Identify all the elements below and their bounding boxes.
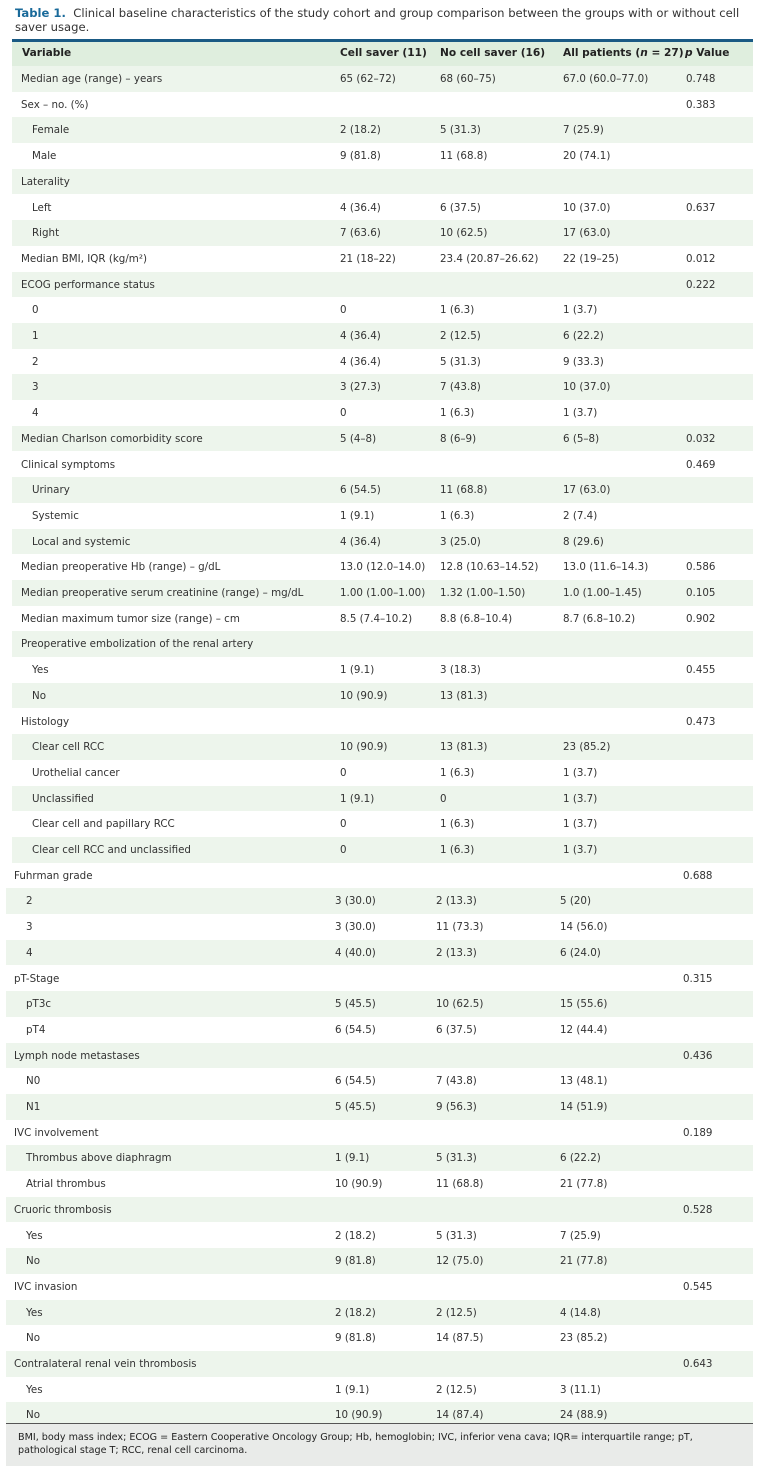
cell-no-cell-saver: 23.4 (20.87–26.62) bbox=[440, 252, 539, 265]
table-label: Table 1. bbox=[15, 6, 66, 20]
cell-variable: Clear cell and papillary RCC bbox=[32, 818, 175, 831]
cell-cell-saver: 10 (90.9) bbox=[335, 1409, 383, 1422]
cell-no-cell-saver: 11 (73.3) bbox=[436, 921, 484, 934]
cell-no-cell-saver: 5 (31.3) bbox=[436, 1229, 477, 1242]
cell-variable: IVC invasion bbox=[14, 1280, 78, 1293]
cell-variable: N0 bbox=[26, 1075, 41, 1088]
cell-variable: 4 bbox=[32, 407, 39, 420]
table-row bbox=[12, 477, 753, 503]
table-row bbox=[6, 1043, 753, 1069]
cell-no-cell-saver: 7 (43.8) bbox=[440, 381, 481, 394]
cell-all-patients: 6 (5–8) bbox=[563, 432, 600, 445]
cell-variable: Clear cell RCC bbox=[32, 741, 105, 754]
cell-variable: Fuhrman grade bbox=[14, 869, 93, 882]
cell-all-patients: 67.0 (60.0–77.0) bbox=[563, 73, 649, 85]
table-row bbox=[6, 940, 753, 966]
cell-p-value: 0.222 bbox=[686, 278, 716, 291]
col-header-p-value: p Value bbox=[685, 47, 730, 59]
cell-p-value: 0.473 bbox=[686, 715, 716, 728]
cell-all-patients: 1 (3.7) bbox=[563, 818, 598, 831]
cell-p-value: 0.012 bbox=[686, 252, 716, 265]
cell-cell-saver: 4 (36.4) bbox=[340, 355, 381, 368]
cell-p-value: 0.586 bbox=[686, 561, 716, 574]
cell-cell-saver: 1 (9.1) bbox=[335, 1152, 370, 1165]
col-header-variable: Variable bbox=[22, 47, 72, 59]
cell-no-cell-saver: 68 (60–75) bbox=[440, 73, 496, 85]
cell-cell-saver: 0 bbox=[340, 766, 347, 779]
cell-variable: 4 bbox=[26, 946, 33, 959]
cell-variable: 1 bbox=[32, 330, 39, 342]
cell-cell-saver: 9 (81.8) bbox=[340, 150, 381, 163]
cell-variable: Left bbox=[32, 201, 52, 214]
table-row bbox=[12, 734, 753, 760]
cell-all-patients: 22 (19–25) bbox=[563, 252, 619, 265]
cell-p-value: 0.688 bbox=[683, 869, 713, 882]
col-header-no-cell-saver: No cell saver (16) bbox=[440, 47, 546, 59]
cell-p-value: 0.189 bbox=[683, 1126, 713, 1139]
cell-p-value: 0.748 bbox=[686, 73, 716, 85]
cell-cell-saver: 4 (40.0) bbox=[335, 946, 376, 959]
cell-no-cell-saver: 1.32 (1.00–1.50) bbox=[440, 587, 526, 599]
cell-cell-saver: 10 (90.9) bbox=[340, 689, 388, 702]
cell-variable: N1 bbox=[26, 1101, 41, 1113]
table-row bbox=[12, 503, 753, 529]
cell-all-patients: 20 (74.1) bbox=[563, 150, 611, 163]
cell-no-cell-saver: 1 (6.3) bbox=[440, 304, 475, 317]
cell-p-value: 0.436 bbox=[683, 1049, 713, 1062]
cell-no-cell-saver: 12.8 (10.63–14.52) bbox=[440, 561, 539, 574]
table-row bbox=[12, 426, 753, 452]
cell-all-patients: 13 (48.1) bbox=[560, 1075, 608, 1088]
table-row bbox=[12, 631, 753, 657]
cell-cell-saver: 1 (9.1) bbox=[340, 509, 375, 522]
cell-cell-saver: 2 (18.2) bbox=[335, 1229, 376, 1242]
table-row bbox=[12, 220, 753, 246]
table-row bbox=[12, 657, 753, 683]
cell-variable: 2 bbox=[26, 895, 33, 908]
cell-p-value: 0.455 bbox=[686, 664, 716, 677]
cell-all-patients: 9 (33.3) bbox=[563, 355, 604, 368]
cell-no-cell-saver: 5 (31.3) bbox=[436, 1152, 477, 1165]
cell-variable: Lymph node metastases bbox=[14, 1049, 140, 1062]
cell-variable: No bbox=[32, 689, 47, 702]
cell-variable: Local and systemic bbox=[32, 535, 131, 548]
cell-all-patients: 6 (22.2) bbox=[563, 330, 604, 342]
cell-all-patients: 13.0 (11.6–14.3) bbox=[563, 561, 649, 574]
cell-variable: Right bbox=[32, 227, 60, 240]
cell-all-patients: 10 (37.0) bbox=[563, 201, 611, 214]
cell-all-patients: 21 (77.8) bbox=[560, 1178, 608, 1191]
cell-variable: 2 bbox=[32, 355, 39, 368]
table-row bbox=[12, 169, 753, 195]
table-row bbox=[12, 811, 753, 837]
table-row bbox=[12, 580, 753, 606]
cell-all-patients: 17 (63.0) bbox=[563, 227, 611, 240]
table-row bbox=[6, 1248, 753, 1274]
cell-cell-saver: 1.00 (1.00–1.00) bbox=[340, 587, 426, 599]
cell-variable: 0 bbox=[32, 304, 39, 317]
cell-no-cell-saver: 8.8 (6.8–10.4) bbox=[440, 612, 513, 625]
cell-all-patients: 23 (85.2) bbox=[563, 741, 611, 754]
cell-variable: Thrombus above diaphragm bbox=[26, 1152, 172, 1165]
table-row bbox=[12, 400, 753, 426]
cell-all-patients: 7 (25.9) bbox=[563, 124, 604, 137]
cell-no-cell-saver: 1 (6.3) bbox=[440, 844, 475, 856]
cell-cell-saver: 10 (90.9) bbox=[335, 1178, 383, 1191]
cell-cell-saver: 13.0 (12.0–14.0) bbox=[340, 561, 426, 574]
cell-no-cell-saver: 6 (37.5) bbox=[436, 1023, 477, 1036]
table-row bbox=[12, 760, 753, 786]
table-row bbox=[12, 297, 753, 323]
cell-variable: 3 bbox=[32, 381, 39, 394]
cell-all-patients: 8.7 (6.8–10.2) bbox=[563, 612, 636, 625]
table-row bbox=[6, 888, 753, 914]
cell-cell-saver: 7 (63.6) bbox=[340, 227, 381, 240]
table-row bbox=[12, 92, 753, 118]
cell-all-patients: 14 (51.9) bbox=[560, 1101, 608, 1113]
cell-p-value: 0.545 bbox=[683, 1280, 713, 1293]
cell-variable: Yes bbox=[32, 664, 49, 677]
cell-cell-saver: 9 (81.8) bbox=[335, 1332, 376, 1345]
cell-no-cell-saver: 8 (6–9) bbox=[440, 432, 477, 445]
table-row bbox=[6, 1325, 753, 1351]
cell-all-patients: 6 (24.0) bbox=[560, 946, 601, 959]
cell-cell-saver: 10 (90.9) bbox=[340, 741, 388, 754]
cell-variable: Clinical symptoms bbox=[21, 458, 116, 471]
cell-variable: Median maximum tumor size (range) – cm bbox=[21, 612, 240, 625]
table-row bbox=[12, 272, 753, 298]
cell-variable: Urothelial cancer bbox=[32, 766, 120, 779]
cell-cell-saver: 0 bbox=[340, 407, 347, 420]
cell-cell-saver: 1 (9.1) bbox=[340, 664, 375, 677]
cell-all-patients: 1 (3.7) bbox=[563, 844, 598, 856]
table-row bbox=[6, 1351, 753, 1377]
cell-no-cell-saver: 1 (6.3) bbox=[440, 818, 475, 831]
cell-cell-saver: 5 (45.5) bbox=[335, 998, 376, 1011]
table-row bbox=[6, 1377, 753, 1403]
cell-all-patients: 4 (14.8) bbox=[560, 1306, 601, 1319]
cell-variable: Median preoperative serum creatinine (range) – mg/dL bbox=[21, 587, 304, 599]
table-row bbox=[12, 246, 753, 272]
table-row bbox=[12, 683, 753, 709]
cell-cell-saver: 4 (36.4) bbox=[340, 330, 381, 342]
table-row bbox=[6, 1017, 753, 1043]
cell-variable: Systemic bbox=[32, 509, 79, 522]
table-row bbox=[12, 323, 753, 349]
table-row bbox=[6, 1120, 753, 1146]
table-row bbox=[12, 349, 753, 375]
table-row bbox=[12, 529, 753, 555]
cell-no-cell-saver: 11 (68.8) bbox=[440, 484, 488, 497]
cell-cell-saver: 5 (4–8) bbox=[340, 432, 377, 445]
table-row bbox=[6, 914, 753, 940]
col-header-cell-saver: Cell saver (11) bbox=[340, 47, 427, 59]
cell-no-cell-saver: 9 (56.3) bbox=[436, 1101, 477, 1113]
table-row bbox=[6, 1300, 753, 1326]
cell-all-patients: 8 (29.6) bbox=[563, 535, 604, 548]
cell-cell-saver: 5 (45.5) bbox=[335, 1101, 376, 1113]
cell-variable: Laterality bbox=[21, 175, 70, 188]
cell-no-cell-saver: 0 bbox=[440, 792, 447, 805]
cell-variable: Yes bbox=[26, 1229, 43, 1242]
cell-p-value: 0.902 bbox=[686, 612, 716, 625]
cell-variable: Male bbox=[32, 150, 57, 163]
cell-variable: pT3c bbox=[26, 998, 52, 1011]
cell-all-patients: 23 (85.2) bbox=[560, 1332, 608, 1345]
table-row bbox=[6, 863, 753, 889]
cell-variable: Cruoric thrombosis bbox=[14, 1203, 112, 1216]
cell-cell-saver: 6 (54.5) bbox=[340, 484, 381, 497]
cell-variable: Median BMI, IQR (kg/m²) bbox=[21, 252, 147, 265]
table-header-row bbox=[12, 42, 753, 66]
table-row bbox=[12, 452, 753, 478]
cell-cell-saver: 6 (54.5) bbox=[335, 1023, 376, 1036]
cell-variable: Sex – no. (%) bbox=[21, 98, 89, 111]
cell-all-patients: 24 (88.9) bbox=[560, 1409, 608, 1422]
table-row bbox=[6, 1197, 753, 1223]
cell-all-patients: 1.0 (1.00–1.45) bbox=[563, 587, 642, 599]
cell-cell-saver: 3 (30.0) bbox=[335, 921, 376, 934]
cell-variable: pT-Stage bbox=[14, 972, 60, 985]
cell-cell-saver: 21 (18–22) bbox=[340, 252, 396, 265]
cell-no-cell-saver: 11 (68.8) bbox=[440, 150, 488, 163]
cell-all-patients: 5 (20) bbox=[560, 895, 591, 908]
cell-all-patients: 15 (55.6) bbox=[560, 998, 608, 1011]
cell-no-cell-saver: 2 (13.3) bbox=[436, 946, 477, 959]
cell-cell-saver: 3 (27.3) bbox=[340, 381, 381, 394]
cell-no-cell-saver: 2 (12.5) bbox=[436, 1306, 477, 1319]
cell-variable: Preoperative embolization of the renal artery bbox=[21, 638, 254, 651]
cell-variable: Histology bbox=[21, 715, 70, 728]
cell-cell-saver: 1 (9.1) bbox=[335, 1383, 370, 1396]
cell-variable: pT4 bbox=[26, 1023, 46, 1036]
cell-p-value: 0.032 bbox=[686, 432, 716, 445]
cell-cell-saver: 4 (36.4) bbox=[340, 201, 381, 214]
cell-cell-saver: 9 (81.8) bbox=[335, 1255, 376, 1268]
cell-no-cell-saver: 3 (25.0) bbox=[440, 535, 481, 548]
cell-all-patients: 3 (11.1) bbox=[560, 1383, 601, 1396]
cell-p-value: 0.637 bbox=[686, 201, 716, 214]
col-header-all-patients: All patients (n = 27) bbox=[563, 47, 684, 59]
table-row bbox=[12, 117, 753, 143]
caption-text: Clinical baseline characteristics of the study cohort and group comparison between the groups with or without cell saver usage. bbox=[15, 6, 740, 34]
cell-all-patients: 1 (3.7) bbox=[563, 304, 598, 317]
cell-cell-saver: 1 (9.1) bbox=[340, 792, 375, 805]
cell-p-value: 0.315 bbox=[683, 972, 713, 985]
cell-variable: Yes bbox=[26, 1306, 43, 1319]
cell-no-cell-saver: 5 (31.3) bbox=[440, 124, 481, 137]
table-row bbox=[6, 966, 753, 992]
cell-cell-saver: 3 (30.0) bbox=[335, 895, 376, 908]
table-caption bbox=[15, 6, 750, 34]
table-row bbox=[6, 1223, 753, 1249]
cell-variable: Clear cell RCC and unclassified bbox=[32, 844, 191, 856]
cell-no-cell-saver: 13 (81.3) bbox=[440, 741, 488, 754]
cell-all-patients: 6 (22.2) bbox=[560, 1152, 601, 1165]
cell-cell-saver: 2 (18.2) bbox=[340, 124, 381, 137]
table-row bbox=[12, 143, 753, 169]
cell-no-cell-saver: 2 (12.5) bbox=[440, 330, 481, 342]
cell-all-patients: 1 (3.7) bbox=[563, 407, 598, 420]
cell-all-patients: 2 (7.4) bbox=[563, 509, 598, 522]
cell-no-cell-saver: 7 (43.8) bbox=[436, 1075, 477, 1088]
cell-variable: Median Charlson comorbidity score bbox=[21, 432, 203, 445]
cell-p-value: 0.105 bbox=[686, 587, 716, 599]
cell-no-cell-saver: 3 (18.3) bbox=[440, 664, 481, 677]
cell-variable: No bbox=[26, 1255, 41, 1268]
table-row bbox=[12, 709, 753, 735]
cell-variable: Yes bbox=[26, 1383, 43, 1396]
cell-cell-saver: 0 bbox=[340, 304, 347, 317]
cell-no-cell-saver: 5 (31.3) bbox=[440, 355, 481, 368]
cell-no-cell-saver: 13 (81.3) bbox=[440, 689, 488, 702]
table-row bbox=[12, 554, 753, 580]
cell-variable: Contralateral renal vein thrombosis bbox=[14, 1358, 197, 1370]
cell-no-cell-saver: 10 (62.5) bbox=[436, 998, 484, 1011]
table-footnote bbox=[6, 1424, 753, 1466]
cell-no-cell-saver: 1 (6.3) bbox=[440, 509, 475, 522]
cell-no-cell-saver: 11 (68.8) bbox=[436, 1178, 484, 1191]
cell-variable: Urinary bbox=[32, 484, 70, 497]
cell-cell-saver: 0 bbox=[340, 844, 347, 856]
cell-no-cell-saver: 1 (6.3) bbox=[440, 766, 475, 779]
table-row bbox=[12, 195, 753, 221]
cell-p-value: 0.643 bbox=[683, 1358, 713, 1370]
cell-cell-saver: 0 bbox=[340, 818, 347, 831]
cell-all-patients: 1 (3.7) bbox=[563, 766, 598, 779]
cell-no-cell-saver: 12 (75.0) bbox=[436, 1255, 484, 1268]
cell-no-cell-saver: 1 (6.3) bbox=[440, 407, 475, 420]
table-row bbox=[12, 66, 753, 92]
cell-cell-saver: 2 (18.2) bbox=[335, 1306, 376, 1319]
cell-cell-saver: 4 (36.4) bbox=[340, 535, 381, 548]
cell-p-value: 0.383 bbox=[686, 98, 716, 111]
cell-no-cell-saver: 6 (37.5) bbox=[440, 201, 481, 214]
table-row bbox=[6, 1094, 753, 1120]
cell-cell-saver: 65 (62–72) bbox=[340, 73, 396, 85]
cell-no-cell-saver: 14 (87.5) bbox=[436, 1332, 484, 1345]
cell-variable: Unclassified bbox=[32, 792, 94, 805]
cell-cell-saver: 6 (54.5) bbox=[335, 1075, 376, 1088]
cell-p-value: 0.528 bbox=[683, 1203, 713, 1216]
cell-variable: Median age (range) – years bbox=[21, 73, 163, 85]
cell-no-cell-saver: 14 (87.4) bbox=[436, 1409, 484, 1422]
table-row bbox=[12, 786, 753, 812]
table-row bbox=[6, 1145, 753, 1171]
table-row bbox=[12, 606, 753, 632]
cell-cell-saver: 8.5 (7.4–10.2) bbox=[340, 612, 413, 625]
cell-variable: IVC involvement bbox=[14, 1126, 99, 1139]
cell-no-cell-saver: 2 (13.3) bbox=[436, 895, 477, 908]
table-row bbox=[6, 1274, 753, 1300]
cell-variable: ECOG performance status bbox=[21, 278, 155, 291]
cell-variable: 3 bbox=[26, 921, 33, 934]
cell-variable: Median preoperative Hb (range) – g/dL bbox=[21, 561, 221, 574]
cell-all-patients: 21 (77.8) bbox=[560, 1255, 608, 1268]
cell-all-patients: 10 (37.0) bbox=[563, 381, 611, 394]
table-row bbox=[12, 374, 753, 400]
cell-variable: Atrial thrombus bbox=[26, 1178, 106, 1191]
cell-all-patients: 17 (63.0) bbox=[563, 484, 611, 497]
table-row bbox=[12, 837, 753, 863]
cell-variable: No bbox=[26, 1332, 41, 1345]
cell-no-cell-saver: 10 (62.5) bbox=[440, 227, 488, 240]
cell-p-value: 0.469 bbox=[686, 458, 716, 471]
table-row bbox=[6, 1068, 753, 1094]
table-row bbox=[6, 991, 753, 1017]
cell-all-patients: 12 (44.4) bbox=[560, 1023, 608, 1036]
cell-no-cell-saver: 2 (12.5) bbox=[436, 1383, 477, 1396]
cell-all-patients: 14 (56.0) bbox=[560, 921, 608, 934]
cell-all-patients: 7 (25.9) bbox=[560, 1229, 601, 1242]
cell-variable: Female bbox=[32, 124, 70, 137]
table-row bbox=[6, 1171, 753, 1197]
footnote-text: BMI, body mass index; ECOG = Eastern Cooperative Oncology Group; Hb, hemoglobin; IVC, inferior vena cava; IQR= interquartile range; pT, pathological stage T; RCC, renal cell carcinoma. bbox=[18, 1432, 693, 1456]
cell-variable: No bbox=[26, 1409, 41, 1422]
cell-all-patients: 1 (3.7) bbox=[563, 792, 598, 805]
